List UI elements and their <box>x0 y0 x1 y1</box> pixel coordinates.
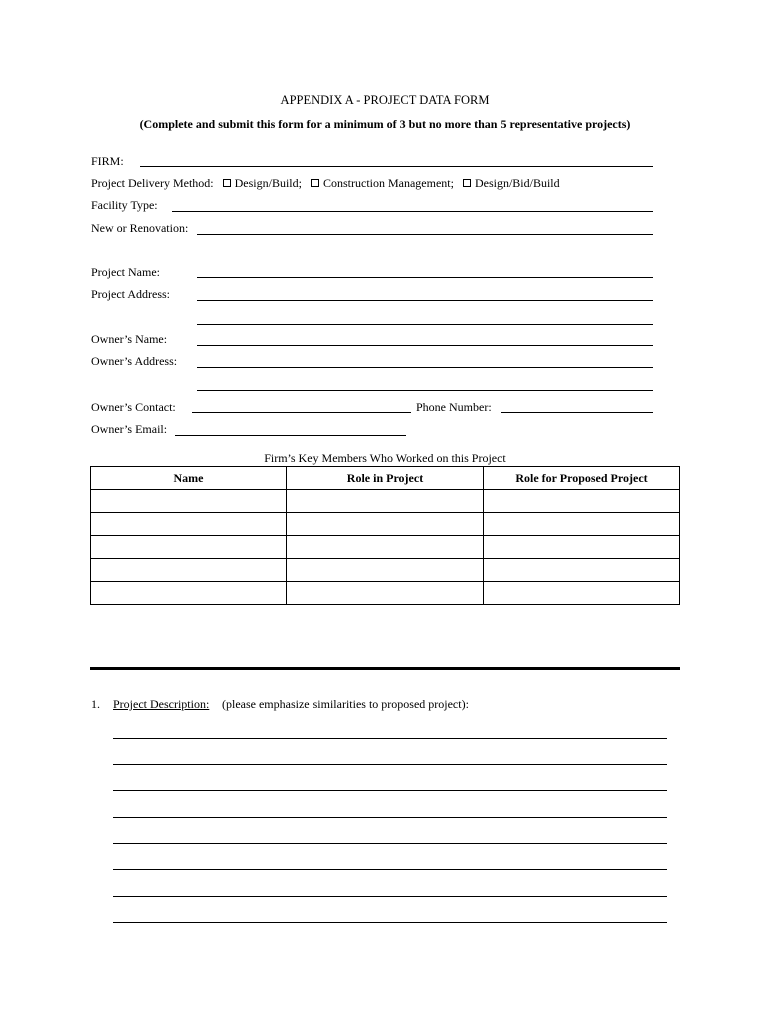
description-number: 1. <box>91 697 100 711</box>
design-build-checkbox[interactable] <box>223 179 231 187</box>
project-address-field-2[interactable] <box>197 324 653 325</box>
description-line[interactable] <box>113 843 667 844</box>
project-name-field[interactable] <box>197 277 653 278</box>
description-line[interactable] <box>113 764 667 765</box>
table-header-row <box>91 467 680 490</box>
table-cell[interactable] <box>287 559 484 582</box>
owner-address-field-2[interactable] <box>197 390 653 391</box>
table-cell[interactable] <box>287 490 484 513</box>
owner-name-field[interactable] <box>197 345 653 346</box>
key-members-caption: Firm’s Key Members Who Worked on this Project <box>264 451 506 465</box>
table-row <box>91 559 680 582</box>
description-line[interactable] <box>113 922 667 923</box>
table-cell[interactable] <box>484 513 680 536</box>
construction-management-checkbox[interactable] <box>311 179 319 187</box>
table-cell[interactable] <box>484 536 680 559</box>
description-instruction: (please emphasize similarities to proposed project): <box>222 697 469 711</box>
new-or-renovation-label: New or Renovation: <box>91 221 189 235</box>
phone-number-field[interactable] <box>501 412 653 413</box>
construction-management-label: Construction Management; <box>322 176 454 190</box>
table-cell[interactable] <box>91 513 287 536</box>
description-line[interactable] <box>113 869 667 870</box>
table-cell[interactable] <box>91 536 287 559</box>
table-cell[interactable] <box>484 559 680 582</box>
table-row <box>91 490 680 513</box>
table-row <box>91 582 680 605</box>
delivery-method-label: Project Delivery Method: <box>91 176 214 190</box>
table-cell[interactable] <box>287 536 484 559</box>
table-row <box>91 536 680 559</box>
role-for-proposed-project-column-header: Role for Proposed Project <box>484 467 680 490</box>
description-line[interactable] <box>113 790 667 791</box>
owner-contact-field[interactable] <box>192 412 411 413</box>
facility-type-field[interactable] <box>172 211 653 212</box>
owner-address-label: Owner’s Address: <box>91 354 178 368</box>
key-members-table <box>90 466 680 605</box>
table-cell[interactable] <box>484 490 680 513</box>
owner-name-label: Owner’s Name: <box>91 332 168 346</box>
owner-contact-label: Owner’s Contact: <box>91 400 176 414</box>
section-divider <box>90 667 680 670</box>
table-cell[interactable] <box>287 582 484 605</box>
design-bid-build-label: Design/Bid/Build <box>474 176 560 190</box>
facility-type-label: Facility Type: <box>91 198 158 212</box>
table-cell[interactable] <box>91 559 287 582</box>
delivery-method-row <box>91 176 560 191</box>
project-address-field-1[interactable] <box>197 300 653 301</box>
firm-label: FIRM: <box>91 154 124 168</box>
project-address-label: Project Address: <box>91 287 170 301</box>
table-cell[interactable] <box>91 490 287 513</box>
table-cell[interactable] <box>91 582 287 605</box>
project-name-label: Project Name: <box>91 265 160 279</box>
description-line[interactable] <box>113 738 667 739</box>
owner-email-field[interactable] <box>175 435 406 436</box>
firm-field[interactable] <box>140 166 653 167</box>
design-bid-build-checkbox[interactable] <box>463 179 471 187</box>
new-or-renovation-field[interactable] <box>197 234 653 235</box>
form-subtitle: (Complete and submit this form for a minimum of 3 but no more than 5 representative projects) <box>139 117 631 131</box>
description-heading: Project Description: <box>113 697 210 711</box>
description-line[interactable] <box>113 817 667 818</box>
name-column-header: Name <box>91 467 287 490</box>
phone-number-label: Phone Number: <box>416 400 492 414</box>
form-title: APPENDIX A - PROJECT DATA FORM <box>280 93 490 107</box>
table-cell[interactable] <box>287 513 484 536</box>
role-in-project-column-header: Role in Project <box>287 467 484 490</box>
design-build-label: Design/Build; <box>234 176 302 190</box>
owner-email-label: Owner’s Email: <box>91 422 168 436</box>
owner-address-field-1[interactable] <box>197 367 653 368</box>
table-row <box>91 513 680 536</box>
table-cell[interactable] <box>484 582 680 605</box>
description-line[interactable] <box>113 896 667 897</box>
